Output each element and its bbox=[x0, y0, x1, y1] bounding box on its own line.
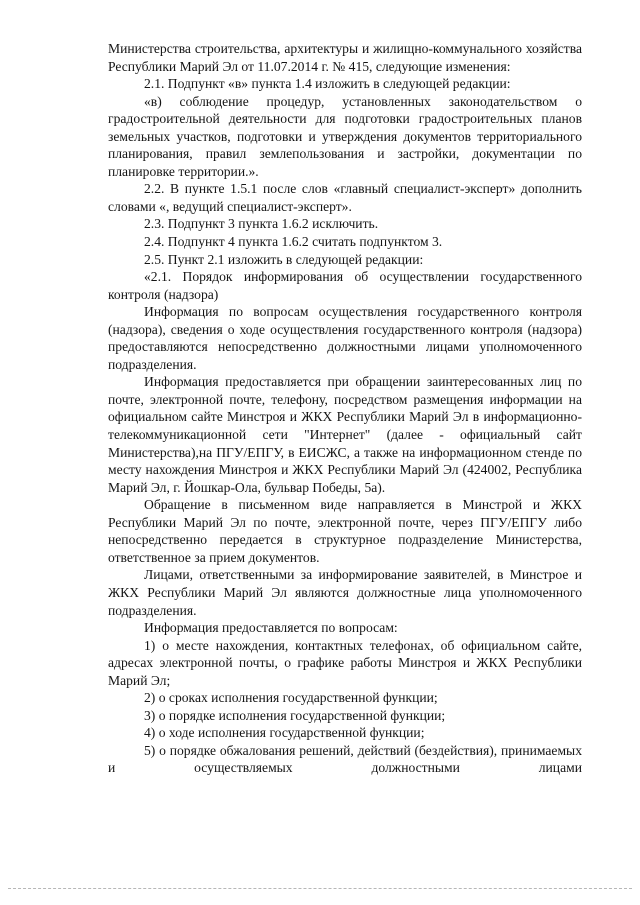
list-item-5: 5) о порядке обжалования решений, действий (бездействия), принимаемых и осуществляемых должностными лицами bbox=[108, 742, 582, 776]
paragraph-written-appeal: Обращение в письменном виде направляется в Минстрой и ЖКХ Республики Марий Эл по почте, электронной почте, через ПГУ/ЕПГУ либо непосредственно передается в структурное подразделение Министерства, ответственное за прием документов. bbox=[108, 497, 582, 565]
list-item-1: 1) о месте нахождения, контактных телефонах, об официальном сайте, адресах электронной почты, о графике работы Минстроя и ЖКХ Республики Марий Эл; bbox=[108, 637, 582, 688]
paragraph-2-5: 2.5. Пункт 2.1 изложить в следующей редакции: bbox=[144, 251, 424, 267]
scan-edge-artifact bbox=[8, 888, 632, 892]
paragraph-info-questions: Информация по вопросам осуществления государственного контроля (надзора), сведения о ходе осуществления государственного контроля (надзора) предоставляются непосредственно должностными лицами уполномоченного подразделения. bbox=[108, 304, 582, 372]
paragraph-2-1-text: «в) соблюдение процедур, установленных законодательством о градостроительной деятельности для подготовки градостроительных планов земельных участков, подготовки и утверждения документов территориального планирования, правил землепользования и застройки, документации по планировке территории.». bbox=[108, 93, 582, 179]
paragraph-intro-continuation: Министерства строительства, архитектуры и жилищно-коммунального хозяйства Республики Марий Эл от 11.07.2014 г. № 415, следующие изменения: bbox=[108, 41, 582, 74]
paragraph-info-provision: Информация предоставляется при обращении заинтересованных лиц по почте, электронной почте, телефону, посредством размещения информации на официальном сайте Минстроя и ЖКХ Республики Марий Эл в информационно-телекоммуникационной сети "Интернет" (далее - официальный сайт Министерства),на ПГУ/ЕПГУ, в ЕИСЖС, а также на информационном стенде по месту нахождения Минстроя и ЖКХ Республики Марий Эл (424002, Республика Марий Эл, г. Йошкар-Ола, бульвар Победы, 5а). bbox=[108, 374, 582, 495]
document-page bbox=[108, 40, 582, 777]
paragraph-2-3: 2.3. Подпункт 3 пункта 1.6.2 исключить. bbox=[144, 216, 379, 232]
paragraph-2-2: 2.2. В пункте 1.5.1 после слов «главный специалист-эксперт» дополнить словами «, ведущий специалист-эксперт». bbox=[108, 181, 582, 214]
list-item-3: 3) о порядке исполнения государственной функции; bbox=[144, 707, 446, 723]
paragraph-info-topics: Информация предоставляется по вопросам: bbox=[144, 620, 398, 636]
paragraph-responsible-persons: Лицами, ответственными за информирование заявителей, в Минстрое и ЖКХ Республики Марий Эл являются должностные лица уполномоченного подразделения. bbox=[108, 567, 582, 618]
list-item-4: 4) о ходе исполнения государственной функции; bbox=[144, 725, 425, 741]
paragraph-2-1: 2.1. Подпункт «в» пункта 1.4 изложить в следующей редакции: bbox=[144, 76, 511, 92]
list-item-2: 2) о сроках исполнения государственной функции; bbox=[144, 690, 438, 706]
paragraph-2-4: 2.4. Подпункт 4 пункта 1.6.2 считать подпунктом 3. bbox=[144, 234, 443, 250]
section-heading-2-1: «2.1. Порядок информирования об осуществлении государственного контроля (надзора) bbox=[108, 269, 582, 302]
